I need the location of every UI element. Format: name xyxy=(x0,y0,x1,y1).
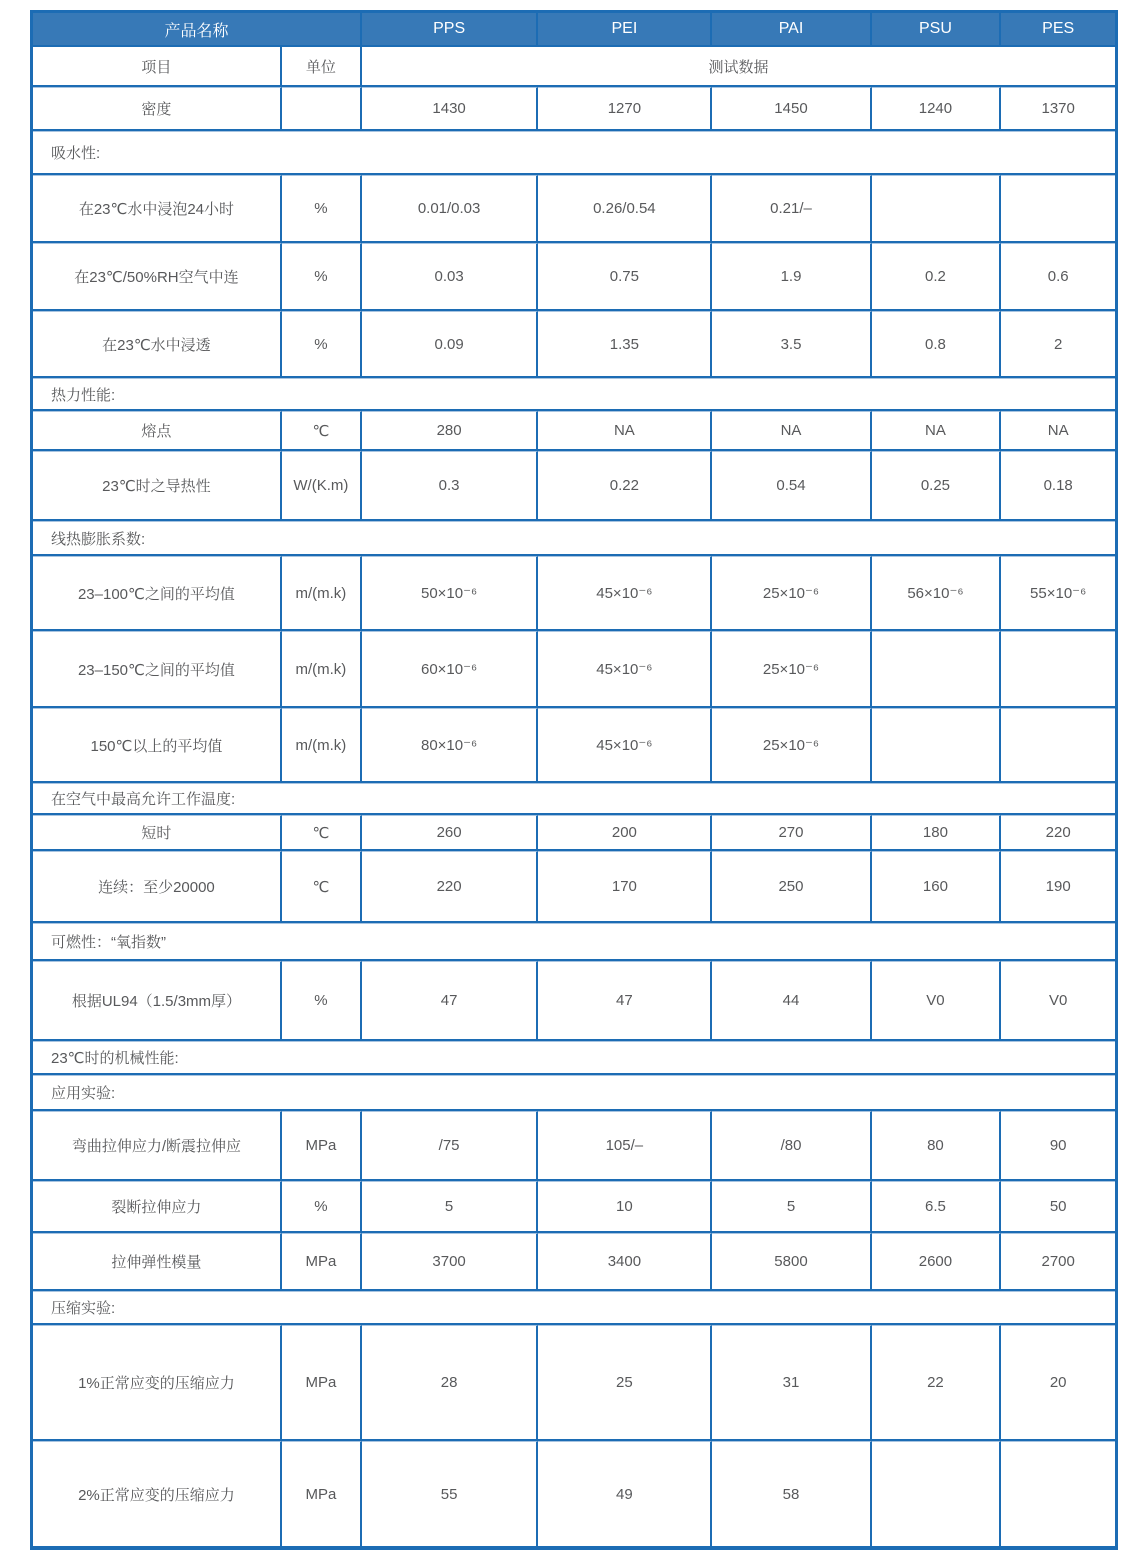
cell-value: 49 xyxy=(538,1441,712,1546)
row-unit: ℃ xyxy=(282,411,362,451)
cell-value: /75 xyxy=(362,1111,538,1181)
row-unit: MPa xyxy=(282,1441,362,1546)
cell-value: 1240 xyxy=(872,87,1002,131)
section-row xyxy=(33,521,1115,556)
table-subheader-row xyxy=(33,47,1115,87)
column-header-pei: PEI xyxy=(538,13,712,47)
row-label: 短时 xyxy=(33,815,282,851)
cell-value: 45×10⁻⁶ xyxy=(538,708,712,783)
table-body xyxy=(33,87,1115,1546)
cell-value: 80×10⁻⁶ xyxy=(362,708,538,783)
cell-value: NA xyxy=(1001,411,1115,451)
section-label: 应用实验: xyxy=(33,1075,1115,1111)
row-label: 23–100℃之间的平均值 xyxy=(33,556,282,631)
cell-value: 170 xyxy=(538,851,712,923)
table-row xyxy=(33,175,1115,243)
section-label: 热力性能: xyxy=(33,378,1115,411)
cell-value: 220 xyxy=(362,851,538,923)
cell-value: 190 xyxy=(1001,851,1115,923)
section-row xyxy=(33,131,1115,175)
table-row xyxy=(33,451,1115,521)
cell-value: 25 xyxy=(538,1325,712,1441)
row-label: 23–150℃之间的平均值 xyxy=(33,631,282,708)
table-row xyxy=(33,708,1115,783)
table-row xyxy=(33,961,1115,1041)
cell-value: 2700 xyxy=(1001,1233,1115,1291)
row-unit: MPa xyxy=(282,1233,362,1291)
cell-value: 50 xyxy=(1001,1181,1115,1233)
cell-value: 28 xyxy=(362,1325,538,1441)
row-unit: m/(m.k) xyxy=(282,708,362,783)
row-label: 1%正常应变的压缩应力 xyxy=(33,1325,282,1441)
table-row xyxy=(33,815,1115,851)
cell-value: 0.8 xyxy=(872,311,1002,378)
row-unit: MPa xyxy=(282,1111,362,1181)
section-row xyxy=(33,923,1115,961)
cell-value: V0 xyxy=(1001,961,1115,1041)
cell-value: 0.25 xyxy=(872,451,1002,521)
section-label: 可燃性：“氧指数” xyxy=(33,923,1115,961)
cell-value: 0.21/– xyxy=(712,175,871,243)
row-label: 150℃以上的平均值 xyxy=(33,708,282,783)
unit-header: 单位 xyxy=(282,47,362,87)
cell-value: 25×10⁻⁶ xyxy=(712,556,871,631)
row-label: 在23℃水中浸透 xyxy=(33,311,282,378)
row-label: 在23℃/50%RH空气中连 xyxy=(33,243,282,311)
section-row xyxy=(33,783,1115,815)
cell-value: /80 xyxy=(712,1111,871,1181)
row-unit: % xyxy=(282,311,362,378)
cell-value: 1.9 xyxy=(712,243,871,311)
cell-value: 0.09 xyxy=(362,311,538,378)
cell-value: 0.3 xyxy=(362,451,538,521)
product-name-header: 产品名称 xyxy=(33,13,362,47)
cell-value: 5 xyxy=(362,1181,538,1233)
cell-value: 20 xyxy=(1001,1325,1115,1441)
section-row xyxy=(33,1075,1115,1111)
cell-value: 25×10⁻⁶ xyxy=(712,631,871,708)
column-header-pai: PAI xyxy=(712,13,871,47)
cell-value: 56×10⁻⁶ xyxy=(872,556,1002,631)
cell-value: 25×10⁻⁶ xyxy=(712,708,871,783)
table-row xyxy=(33,851,1115,923)
cell-value: 270 xyxy=(712,815,871,851)
table-row xyxy=(33,87,1115,131)
cell-value: 45×10⁻⁶ xyxy=(538,556,712,631)
cell-value: 10 xyxy=(538,1181,712,1233)
cell-value: 1430 xyxy=(362,87,538,131)
cell-value: 2600 xyxy=(872,1233,1002,1291)
section-label: 线热膨胀系数: xyxy=(33,521,1115,556)
row-label: 2%正常应变的压缩应力 xyxy=(33,1441,282,1546)
cell-value: NA xyxy=(538,411,712,451)
table-row xyxy=(33,1325,1115,1441)
cell-value: 0.22 xyxy=(538,451,712,521)
row-label: 拉伸弹性模量 xyxy=(33,1233,282,1291)
cell-value: 45×10⁻⁶ xyxy=(538,631,712,708)
cell-value: 280 xyxy=(362,411,538,451)
cell-value: 47 xyxy=(538,961,712,1041)
table-row xyxy=(33,411,1115,451)
table-row xyxy=(33,1233,1115,1291)
cell-value: 0.75 xyxy=(538,243,712,311)
cell-value: 160 xyxy=(872,851,1002,923)
cell-value xyxy=(1001,708,1115,783)
cell-value: 0.6 xyxy=(1001,243,1115,311)
cell-value: 250 xyxy=(712,851,871,923)
table-row xyxy=(33,1441,1115,1546)
cell-value: 6.5 xyxy=(872,1181,1002,1233)
cell-value: 1450 xyxy=(712,87,871,131)
material-properties-table xyxy=(30,10,1118,1550)
cell-value: NA xyxy=(872,411,1002,451)
cell-value xyxy=(1001,1441,1115,1546)
row-unit: % xyxy=(282,175,362,243)
row-label: 熔点 xyxy=(33,411,282,451)
table-header-row xyxy=(33,13,1115,47)
cell-value: 105/– xyxy=(538,1111,712,1181)
cell-value: 3700 xyxy=(362,1233,538,1291)
cell-value: 80 xyxy=(872,1111,1002,1181)
table-row xyxy=(33,631,1115,708)
row-label: 根据UL94（1.5/3mm厚） xyxy=(33,961,282,1041)
cell-value: 22 xyxy=(872,1325,1002,1441)
section-label: 在空气中最高允许工作温度: xyxy=(33,783,1115,815)
cell-value: 60×10⁻⁶ xyxy=(362,631,538,708)
row-unit: m/(m.k) xyxy=(282,631,362,708)
cell-value: 0.26/0.54 xyxy=(538,175,712,243)
cell-value: 0.01/0.03 xyxy=(362,175,538,243)
row-unit: ℃ xyxy=(282,851,362,923)
cell-value: V0 xyxy=(872,961,1002,1041)
cell-value: 5 xyxy=(712,1181,871,1233)
section-label: 压缩实验: xyxy=(33,1291,1115,1325)
cell-value xyxy=(872,1441,1002,1546)
cell-value: 55×10⁻⁶ xyxy=(1001,556,1115,631)
cell-value: 50×10⁻⁶ xyxy=(362,556,538,631)
row-unit: ℃ xyxy=(282,815,362,851)
cell-value: 0.03 xyxy=(362,243,538,311)
row-unit: % xyxy=(282,1181,362,1233)
table-row xyxy=(33,243,1115,311)
row-label: 连续：至少20000 xyxy=(33,851,282,923)
row-label: 23℃时之导热性 xyxy=(33,451,282,521)
column-header-pes: PES xyxy=(1001,13,1115,47)
column-header-pps: PPS xyxy=(362,13,538,47)
cell-value: NA xyxy=(712,411,871,451)
row-unit: % xyxy=(282,243,362,311)
row-unit: W/(K.m) xyxy=(282,451,362,521)
cell-value xyxy=(872,708,1002,783)
cell-value: 200 xyxy=(538,815,712,851)
section-row xyxy=(33,378,1115,411)
row-label: 裂断拉伸应力 xyxy=(33,1181,282,1233)
cell-value: 1.35 xyxy=(538,311,712,378)
cell-value: 2 xyxy=(1001,311,1115,378)
row-unit: MPa xyxy=(282,1325,362,1441)
cell-value: 90 xyxy=(1001,1111,1115,1181)
cell-value xyxy=(1001,175,1115,243)
cell-value: 220 xyxy=(1001,815,1115,851)
section-label: 23℃时的机械性能: xyxy=(33,1041,1115,1075)
cell-value: 31 xyxy=(712,1325,871,1441)
table-row xyxy=(33,556,1115,631)
row-unit xyxy=(282,87,362,131)
section-label: 吸水性: xyxy=(33,131,1115,175)
table-row xyxy=(33,1111,1115,1181)
cell-value: 44 xyxy=(712,961,871,1041)
cell-value: 3400 xyxy=(538,1233,712,1291)
item-header: 项目 xyxy=(33,47,282,87)
cell-value: 5800 xyxy=(712,1233,871,1291)
cell-value: 47 xyxy=(362,961,538,1041)
table-row xyxy=(33,311,1115,378)
cell-value: 0.2 xyxy=(872,243,1002,311)
row-label: 在23℃水中浸泡24小时 xyxy=(33,175,282,243)
column-header-psu: PSU xyxy=(872,13,1002,47)
cell-value xyxy=(872,175,1002,243)
cell-value: 260 xyxy=(362,815,538,851)
row-label: 密度 xyxy=(33,87,282,131)
cell-value: 3.5 xyxy=(712,311,871,378)
cell-value: 1270 xyxy=(538,87,712,131)
cell-value xyxy=(872,631,1002,708)
cell-value: 0.54 xyxy=(712,451,871,521)
row-label: 弯曲拉伸应力/断震拉伸应 xyxy=(33,1111,282,1181)
row-unit: m/(m.k) xyxy=(282,556,362,631)
section-row xyxy=(33,1041,1115,1075)
table-row xyxy=(33,1181,1115,1233)
row-unit: % xyxy=(282,961,362,1041)
cell-value: 180 xyxy=(872,815,1002,851)
cell-value: 0.18 xyxy=(1001,451,1115,521)
test-data-header: 测试数据 xyxy=(362,47,1115,87)
section-row xyxy=(33,1291,1115,1325)
cell-value: 55 xyxy=(362,1441,538,1546)
cell-value xyxy=(1001,631,1115,708)
cell-value: 1370 xyxy=(1001,87,1115,131)
cell-value: 58 xyxy=(712,1441,871,1546)
